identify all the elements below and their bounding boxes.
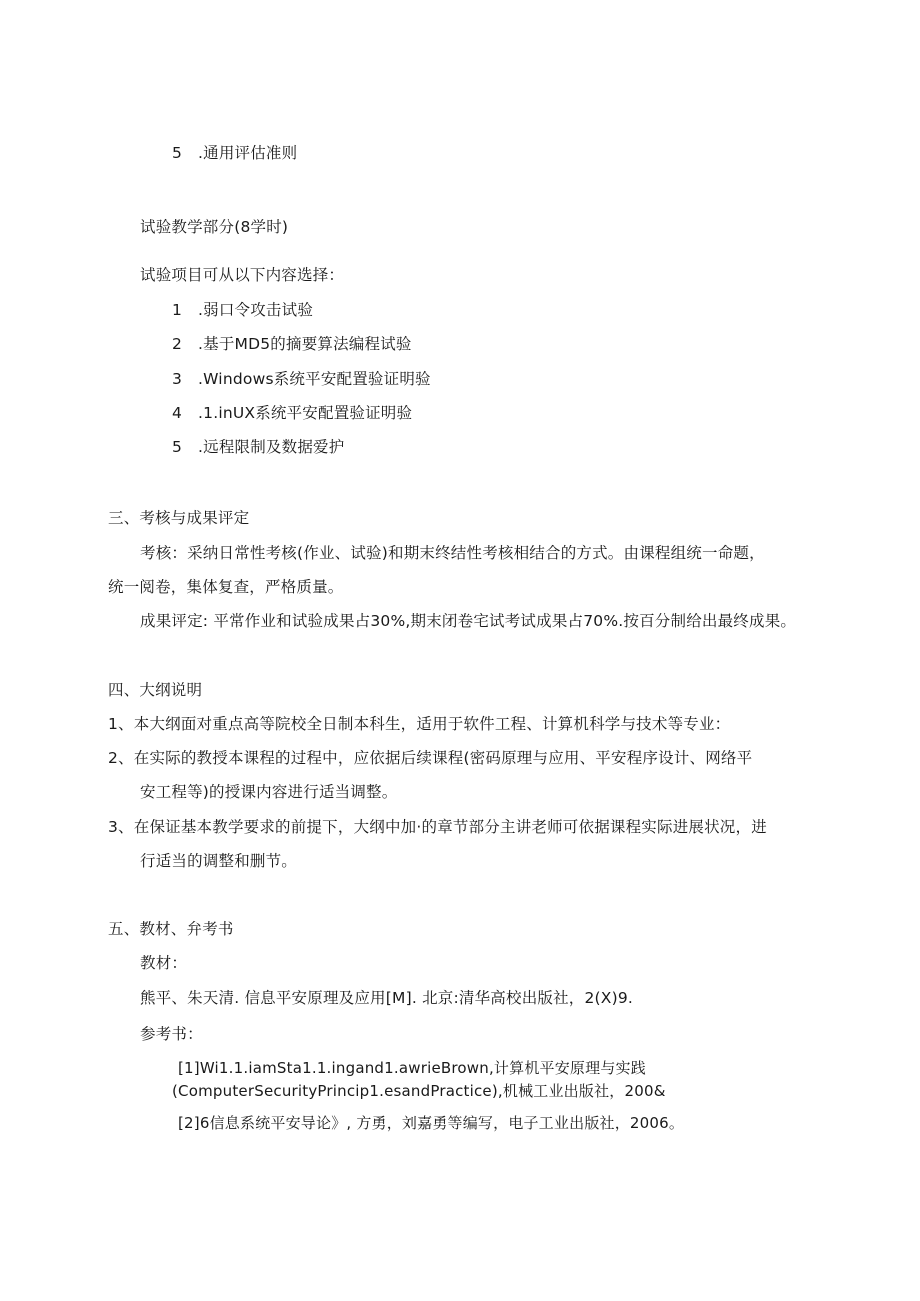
lab-item-5 [172,437,344,457]
outline-item-1: 1、本大纲面对重点高等院校全日制本科生，适用于软件工程、计算机科学与技术等专业： [108,715,731,733]
outline-item-2-line2: 安工程等)的授课内容进行适当调整。 [140,783,398,801]
lab-item-number: 5 [172,438,183,456]
reference-1-line2: (ComputerSecurityPrincip1.esandPractice),机械工业出版社，200& [172,1082,666,1100]
references-label: 参考书： [140,1025,203,1043]
lab-item-number: 3 [172,370,183,388]
reference-1-line1: [1]Wi1.1.iamSta1.1.ingand1.awrieBrown,计算机平安原理与实践 [178,1059,646,1077]
lab-item-text: .弱口令攻击试验 [198,301,314,319]
assessment-heading: 三、考核与成果评定 [108,509,250,527]
lab-item-number: 2 [172,335,183,353]
assessment-para2: 成果评定: 平常作业和试验成果占30%,期末闭卷宅试考试成果占70%.按百分制给出最终成果。 [140,612,797,630]
lab-item-number: 4 [172,404,183,422]
lab-item-number: 1 [172,301,183,319]
lab-heading: 试验教学部分(8学时) [140,218,289,236]
textbook-label: 教材： [140,954,188,972]
lab-intro: 试验项目可从以下内容选择： [140,266,345,284]
assessment-para1-line1: 考核：采纳日常性考核(作业、试验)和期末终结性考核相结合的方式。由课程组统一命题， [140,544,765,562]
outline-heading: 四、大纲说明 [108,681,203,699]
theory-item-text: .通用评估准则 [198,144,298,162]
lab-item-text: .1.inUX系统平安配置验证明验 [198,404,413,422]
lab-item-1 [172,300,313,320]
outline-item-3-line1: 3、在保证基本教学要求的前提下，大纲中加·的章节部分主讲老师可依据课程实际进展状况，进 [108,818,767,836]
lab-item-text: .Windows系统平安配置验证明验 [198,370,431,388]
lab-item-text: .远程限制及数据爱护 [198,438,345,456]
lab-item-2 [172,334,412,354]
books-heading: 五、教材、弁考书 [108,920,234,938]
lab-item-3 [172,369,431,389]
lab-item-4 [172,403,412,423]
outline-item-2-line1: 2、在实际的教授本课程的过程中，应依据后续课程(密码原理与应用、平安程序设计、网络平 [108,749,753,767]
outline-item-3-line2: 行适当的调整和删节。 [140,852,298,870]
lab-item-text: .基于MD5的摘要算法编程试验 [198,335,412,353]
reference-2: [2]6信息系统平安导论》, 方勇，刘嘉勇等编写，电子工业出版社，2006。 [178,1114,685,1132]
theory-item-5 [172,143,297,163]
assessment-para1-line2: 统一阅卷，集体复查，严格质量。 [108,578,344,596]
textbook-entry: 熊平、朱天清. 信息平安原理及应用[M]. 北京:清华高校出版社，2(X)9. [140,989,634,1007]
theory-item-number: 5 [172,144,183,162]
